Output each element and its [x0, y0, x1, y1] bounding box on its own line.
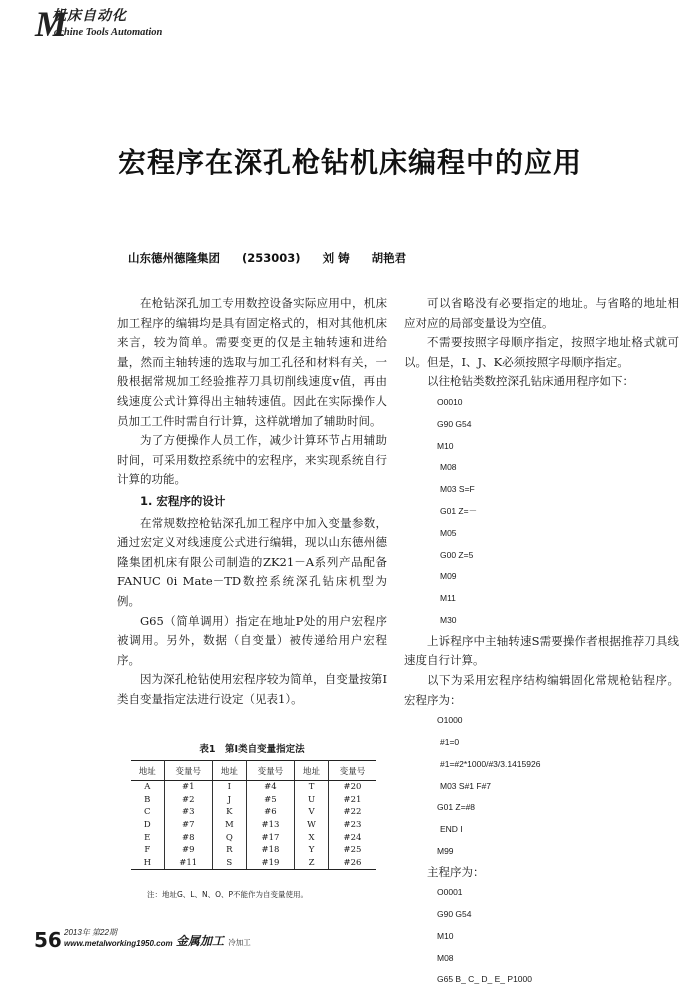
code-line: G90 G54 — [437, 909, 472, 920]
affiliation: 山东德州德隆集团 — [128, 251, 220, 265]
table-header-cell: 变量号 — [246, 761, 294, 781]
table-row — [131, 844, 376, 857]
code-line: M99 — [437, 845, 454, 856]
journal-logo — [35, 4, 205, 48]
table-cell: E — [131, 831, 164, 844]
table-cell: Q — [212, 831, 246, 844]
code-block-main — [404, 882, 679, 991]
journal-brand — [176, 932, 251, 949]
paragraph: G65（简单调用）指定在地址P处的用户宏程序被调用。另外，数据（自变量）被传递给用户宏程序。 — [117, 613, 387, 667]
table-cell: #22 — [343, 807, 362, 818]
paragraph: 以下为采用宏程序结构编辑固化常规枪钻程序。宏程序为： — [404, 672, 679, 707]
code-line: G01 Z=#8 — [437, 802, 476, 813]
table-cell: #18 — [246, 844, 294, 857]
table-cell: #20 — [343, 782, 362, 793]
table-cell: #3 — [164, 806, 212, 819]
table-note: 注：地址G、L、N、O、P不能作为自变量使用。 — [147, 890, 309, 899]
table-cell: #17 — [246, 831, 294, 844]
code-line: G65 B_ C_ D_ E_ P1000 — [437, 974, 532, 985]
table-caption: 表1 第Ⅰ类自变量指定法 — [199, 744, 305, 755]
table-cell: A — [131, 781, 164, 794]
paragraph: 可以省略没有必要指定的地址。与省略的地址相应对应的局部变量设为空值。 — [404, 296, 679, 330]
table-cell: R — [212, 844, 246, 857]
code-line: G01 Z=－ — [440, 505, 478, 516]
table-cell: #5 — [246, 794, 294, 807]
table-row — [131, 781, 376, 794]
table-cell: #2 — [164, 794, 212, 807]
table-cell: T — [295, 781, 329, 794]
code-block-legacy — [404, 392, 679, 632]
brand-name: 金属加工 — [176, 934, 225, 948]
article-title: 宏程序在深孔枪钻机床编程中的应用 — [117, 146, 582, 179]
table-cell: #11 — [164, 857, 212, 870]
code-line: #1=#2*1000/#3/3.1415926 — [440, 758, 541, 769]
code-line: O1000 — [437, 715, 463, 726]
code-line: END I — [440, 824, 463, 835]
table-cell: #25 — [343, 845, 362, 856]
table-cell: #1 — [164, 781, 212, 794]
table-header-cell: 地址 — [212, 761, 246, 781]
paragraph: 在枪钻深孔加工专用数控设备实际应用中，机床加工程序的编辑均是具有固定格式的，相对其他机床来言，较为简单。需要变更的仅是主轴转速和进给量，然而主轴转速的选取与加工孔径和材料有关，一般根据常规加工经验推荐刀具切削线速度v值，再由线速度公式计算得出主轴转速值。因此在实际操作人员加工工件时需自行计算，这样就增加了辅助时间。 — [117, 296, 387, 428]
table-cell: B — [131, 794, 164, 807]
section-heading: 1. 宏程序的设计 — [140, 493, 226, 508]
table-cell: Y — [295, 844, 329, 857]
table-cell: #4 — [246, 781, 294, 794]
logo-letter: M — [35, 4, 68, 44]
table-cell: #23 — [343, 820, 362, 831]
table-cell: #6 — [246, 806, 294, 819]
table-cell: C — [131, 806, 164, 819]
table-cell: M — [212, 819, 246, 832]
table-cell: F — [131, 844, 164, 857]
code-line: M05 — [440, 527, 457, 538]
paragraph: 在常规数控枪钻深孔加工程序中加入变量参数，通过宏定义对线速度公式进行编辑，现以山东德州德隆集团机床有限公司制造的ZK21－A系列产品配备FANUC 0i Mate－TD数控系统深孔钻床机型为例。 — [117, 515, 387, 608]
right-column — [404, 294, 679, 991]
left-column — [117, 294, 387, 709]
code-line: M11 — [440, 593, 456, 604]
table-cell: #8 — [164, 831, 212, 844]
paragraph: 以往枪钻类数控深孔钻床通用程序如下： — [427, 374, 634, 389]
author-1: 刘 铸 — [322, 251, 350, 265]
table-header-cell: 地址 — [295, 761, 329, 781]
table-cell: V — [295, 806, 329, 819]
table-row — [131, 806, 376, 819]
code-line: M09 — [440, 571, 457, 582]
author-line — [128, 250, 424, 266]
table-row — [131, 819, 376, 832]
brand-subtitle: 冷加工 — [228, 938, 251, 947]
table-header-row — [131, 761, 376, 781]
variable-table — [131, 760, 376, 870]
table-cell: #26 — [329, 857, 377, 870]
table-cell: #13 — [246, 819, 294, 832]
table-cell: Z — [295, 857, 329, 870]
code-line: O0001 — [437, 887, 463, 898]
paragraph: 不需要按照字母顺序指定，按照字地址格式就可以。但是，I、J、K必须按照字母顺序指定。 — [404, 335, 679, 369]
paragraph: 上诉程序中主轴转速S需要操作者根据推荐刀具线速度自行计算。 — [404, 633, 679, 668]
code-line: M30 — [440, 614, 457, 625]
logo-english-title: achine Tools Automation — [54, 27, 163, 38]
code-line: M03 S#1 F#7 — [440, 780, 492, 791]
code-line: #1=0 — [440, 736, 460, 747]
table-cell: K — [212, 806, 246, 819]
table-cell: S — [212, 857, 246, 870]
table-cell: #9 — [164, 844, 212, 857]
page-number: 56 — [34, 928, 62, 952]
table-cell: W — [295, 819, 329, 832]
code-line: M08 — [437, 952, 454, 963]
table-cell: #21 — [343, 794, 362, 805]
table-cell: #7 — [164, 819, 212, 832]
author-2: 胡艳君 — [371, 251, 407, 265]
table-row — [131, 794, 376, 807]
table-cell: J — [212, 794, 246, 807]
table-row — [131, 857, 376, 870]
table-cell: I — [212, 781, 246, 794]
table-cell: #19 — [246, 857, 294, 870]
logo-chinese-title: 机床自动化 — [52, 8, 127, 24]
code-line: M08 — [440, 462, 457, 473]
issue-info: 2013年 第22期 — [64, 928, 117, 937]
journal-url: www.metalworking1950.com — [64, 939, 173, 948]
code-line: G90 G54 — [437, 418, 472, 429]
paragraph: 主程序为： — [427, 864, 485, 879]
table-cell: #24 — [343, 832, 362, 843]
table-header-cell: 变量号 — [164, 761, 212, 781]
paragraph: 因为深孔枪钻使用宏程序较为简单，自变量按第Ⅰ类自变量指定法进行设定（见表1）。 — [117, 672, 387, 706]
code-line: M03 S=F — [440, 484, 475, 495]
code-line: G00 Z=5 — [440, 549, 474, 560]
code-line: M10 — [437, 440, 454, 451]
code-line: O0010 — [437, 396, 463, 407]
table-header-cell: 变量号 — [329, 761, 377, 781]
table-cell: D — [131, 819, 164, 832]
postcode: (253003) — [242, 251, 301, 265]
table-cell: U — [295, 794, 329, 807]
code-block-macro — [404, 710, 679, 863]
table-header-cell: 地址 — [131, 761, 164, 781]
table-cell: X — [295, 831, 329, 844]
table-row — [131, 831, 376, 844]
paragraph: 为了方便操作人员工作，减少计算环节占用辅助时间，可采用数控系统中的宏程序，来实现系统自行计算的功能。 — [117, 433, 387, 487]
table-cell: H — [131, 857, 164, 870]
code-line: M10 — [437, 930, 454, 941]
